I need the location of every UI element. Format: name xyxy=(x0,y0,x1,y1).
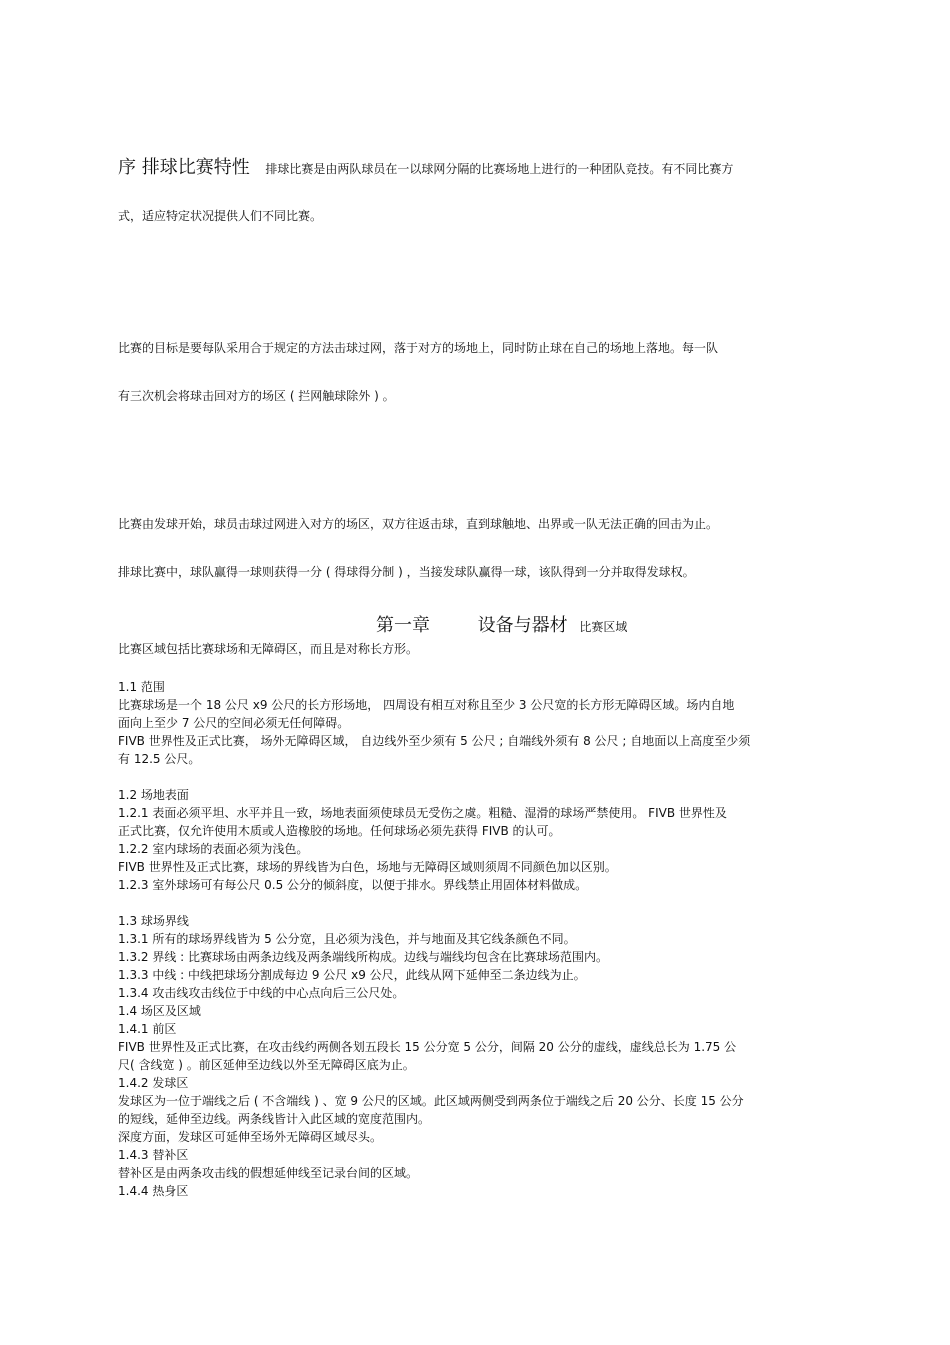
chapter-section-label: 比赛区域 xyxy=(579,620,628,634)
section-line: 1.3 球场界线 xyxy=(118,914,189,928)
section-line: 1.3.4 攻击线攻击线位于中线的中心点向后三公尺处。 xyxy=(118,986,405,1000)
chapter-heading xyxy=(376,615,628,636)
chapter-intro: 比赛区域包括比赛球场和无障碍区，而且是对称长方形。 xyxy=(118,642,419,656)
section-line: 有 12.5 公尺。 xyxy=(118,752,201,766)
chapter-title: 设备与器材 xyxy=(477,615,568,636)
section-line: 比赛球场是一个 18 公尺 x9 公尺的长方形场地， 四周设有相互对称且至少 3 公尺宽的长方形无障碍区域。场内自地 xyxy=(118,698,735,712)
section-line: 尺( 含线宽 ) 。前区延伸至边线以外至无障碍区底为止。 xyxy=(118,1058,415,1072)
preface-text-1: 排球比赛是由两队球员在一以球网分隔的比赛场地上进行的一种团队竞技。有不同比赛方 xyxy=(265,162,734,176)
section-line: 1.4 场区及区域 xyxy=(118,1004,201,1018)
preface-text-6: 排球比赛中，球队赢得一球则获得一分 ( 得球得分制 ) ，当接发球队赢得一球，该队得到一分并取得发球权。 xyxy=(118,565,695,579)
section-line: 1.3.1 所有的球场界线皆为 5 公分宽，且必须为浅色，并与地面及其它线条颜色不同。 xyxy=(118,932,576,946)
section-line: 面向上至少 7 公尺的空间必须无任何障碍。 xyxy=(118,716,350,730)
section-line: 1.4.1 前区 xyxy=(118,1022,177,1036)
section-line: 1.2.3 室外球场可有每公尺 0.5 公分的倾斜度，以便于排水。界线禁止用固体材料做成。 xyxy=(118,878,588,892)
section-line: 1.2 场地表面 xyxy=(118,788,189,802)
section-line: 1.4.3 替补区 xyxy=(118,1148,189,1162)
section-line: 深度方面，发球区可延伸至场外无障碍区域尽头。 xyxy=(118,1130,383,1144)
section-line: FIVB 世界性及正式比赛，球场的界线皆为白色，场地与无障碍区域则须周不同颜色加以区别。 xyxy=(118,860,617,874)
section-line: 1.1 范围 xyxy=(118,680,165,694)
section-line: FIVB 世界性及正式比赛，在攻击线约两侧各划五段长 15 公分宽 5 公分，间隔 20 公分的虚线，虚线总长为 1.75 公 xyxy=(118,1040,737,1054)
section-line: 1.2.1 表面必须平坦、水平并且一致，场地表面须使球员无受伤之虞。粗糙、湿滑的球场严禁使用。 FIVB 世界性及 xyxy=(118,806,727,820)
section-line: 的短线，延伸至边线。两条线皆计入此区域的宽度范围内。 xyxy=(118,1112,431,1126)
preface-text-3: 比赛的目标是要每队采用合于规定的方法击球过网，落于对方的场地上，同时防止球在自己的场地上落地。每一队 xyxy=(118,341,719,355)
preface-text-4: 有三次机会将球击回对方的场区 ( 拦网触球除外 ) 。 xyxy=(118,389,395,403)
section-line: 替补区是由两条攻击线的假想延伸线至记录台间的区域。 xyxy=(118,1166,419,1180)
section-line: 1.2.2 室内球场的表面必须为浅色。 xyxy=(118,842,309,856)
section-line: 1.3.2 界线 : 比赛球场由两条边线及两条端线所构成。边线与端线均包含在比赛球场范围内。 xyxy=(118,950,609,964)
preface-text-5: 比赛由发球开始，球员击球过网进入对方的场区，双方往返击球，直到球触地、出界或一队无法正确的回击为止。 xyxy=(118,517,719,531)
preface-line-1 xyxy=(118,157,832,178)
section-line: 1.4.4 热身区 xyxy=(118,1184,189,1198)
preface-text-2: 式，适应特定状况提供人们不同比赛。 xyxy=(118,209,323,223)
preface-title: 序 排球比赛特性 xyxy=(118,157,250,178)
section-line: 1.4.2 发球区 xyxy=(118,1076,189,1090)
chapter-label: 第一章 xyxy=(376,615,430,636)
section-line: FIVB 世界性及正式比赛， 场外无障碍区域， 自边线外至少须有 5 公尺 ; 自端线外须有 8 公尺 ; 自地面以上高度至少须 xyxy=(118,734,751,748)
section-line: 正式比赛，仅允许使用木质或人造橡胶的场地。任何球场必须先获得 FIVB 的认可。 xyxy=(118,824,561,838)
section-line: 发球区为一位于端线之后 ( 不含端线 ) 、宽 9 公尺的区域。此区域两侧受到两条位于端线之后 20 公分、长度 15 公分 xyxy=(118,1094,744,1108)
section-line: 1.3.3 中线 : 中线把球场分割成每边 9 公尺 x9 公尺，此线从网下延伸至二条边线为止。 xyxy=(118,968,586,982)
